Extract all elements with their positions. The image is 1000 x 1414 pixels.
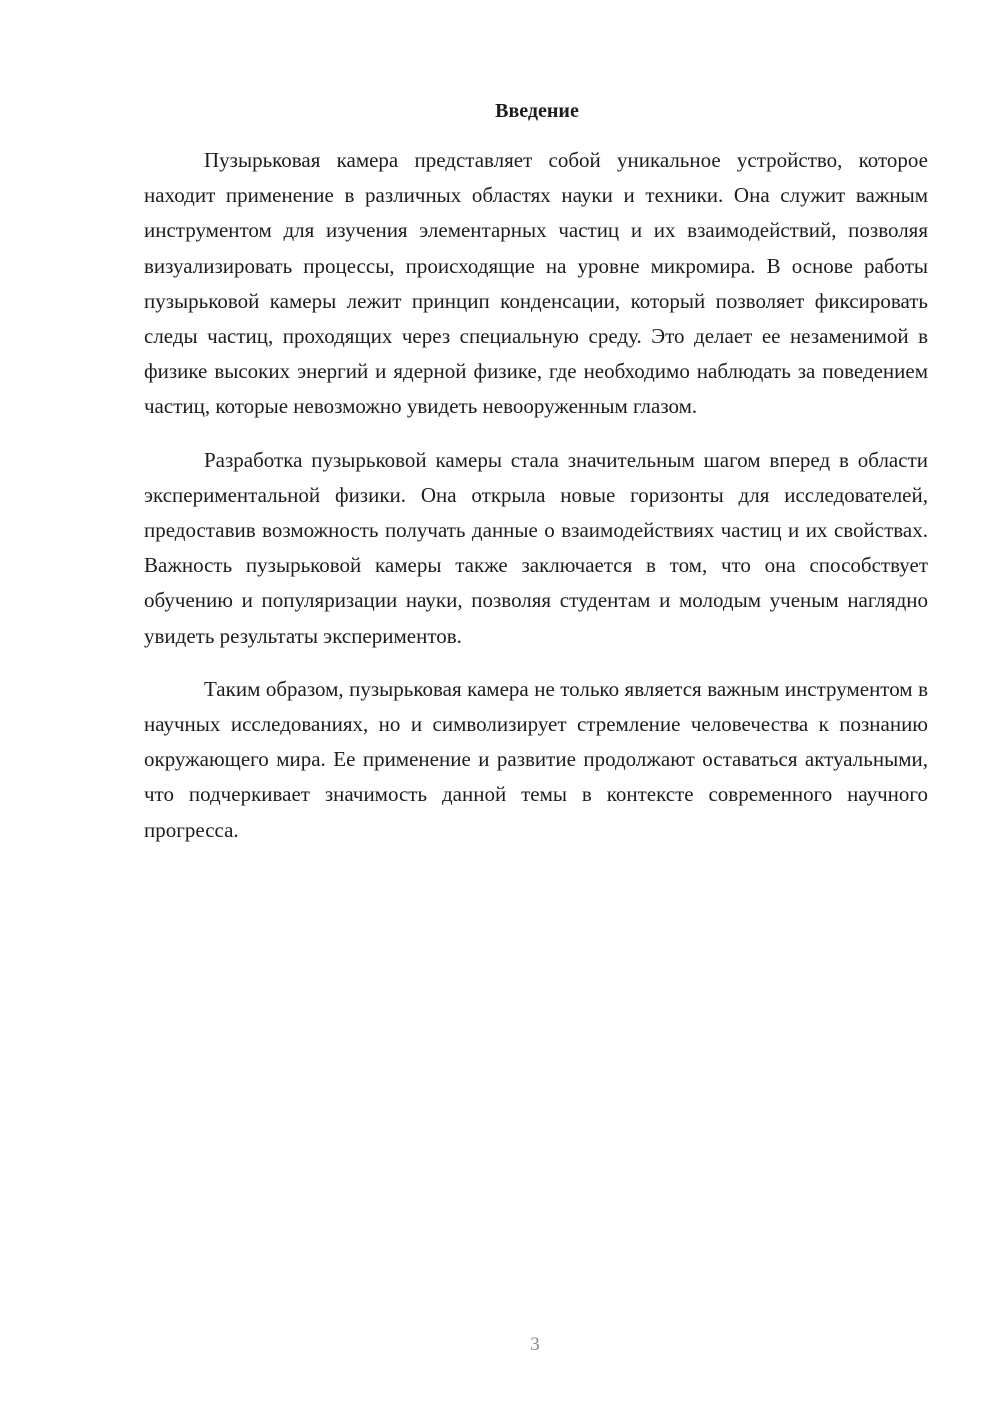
paragraph-1: Пузырьковая камера представляет собой уникальное устройство, которое находит применение в различных областях науки и техники. Она служит важным инструментом для изучения элементарных частиц и их взаимодействий, позволяя визуализировать процессы, происходящие на уровне микромира. В основе работы пузырьковой камеры лежит принцип конденсации, который позволяет фиксировать следы частиц, проходящих через специальную среду. Это делает ее незаменимой в физике высоких энергий и ядерной физике, где необходимо наблюдать за поведением частиц, которые невозможно увидеть невооруженным глазом. — [144, 148, 928, 419]
paragraph-2: Разработка пузырьковой камеры стала значительным шагом вперед в области экспериментальной физики. Она открыла новые горизонты для исследователей, предоставив возможность получать данные о взаимодействиях частиц и их свойствах. Важность пузырьковой камеры также заключается в том, что она способствует обучению и популяризации науки, позволяя студентам и молодым ученым наглядно увидеть результаты экспериментов. — [144, 447, 928, 648]
page-number: 3 — [530, 1334, 540, 1355]
section-heading: Введение — [495, 100, 579, 122]
paragraph-3: Таким образом, пузырьковая камера не только является важным инструментом в научных исследованиях, но и символизирует стремление человечества к познанию окружающего мира. Ее применение и развитие продолжают оставаться актуальными, что подчеркивает значимость данной темы в контексте современного научного прогресса. — [144, 676, 928, 842]
page-content — [144, 96, 928, 848]
